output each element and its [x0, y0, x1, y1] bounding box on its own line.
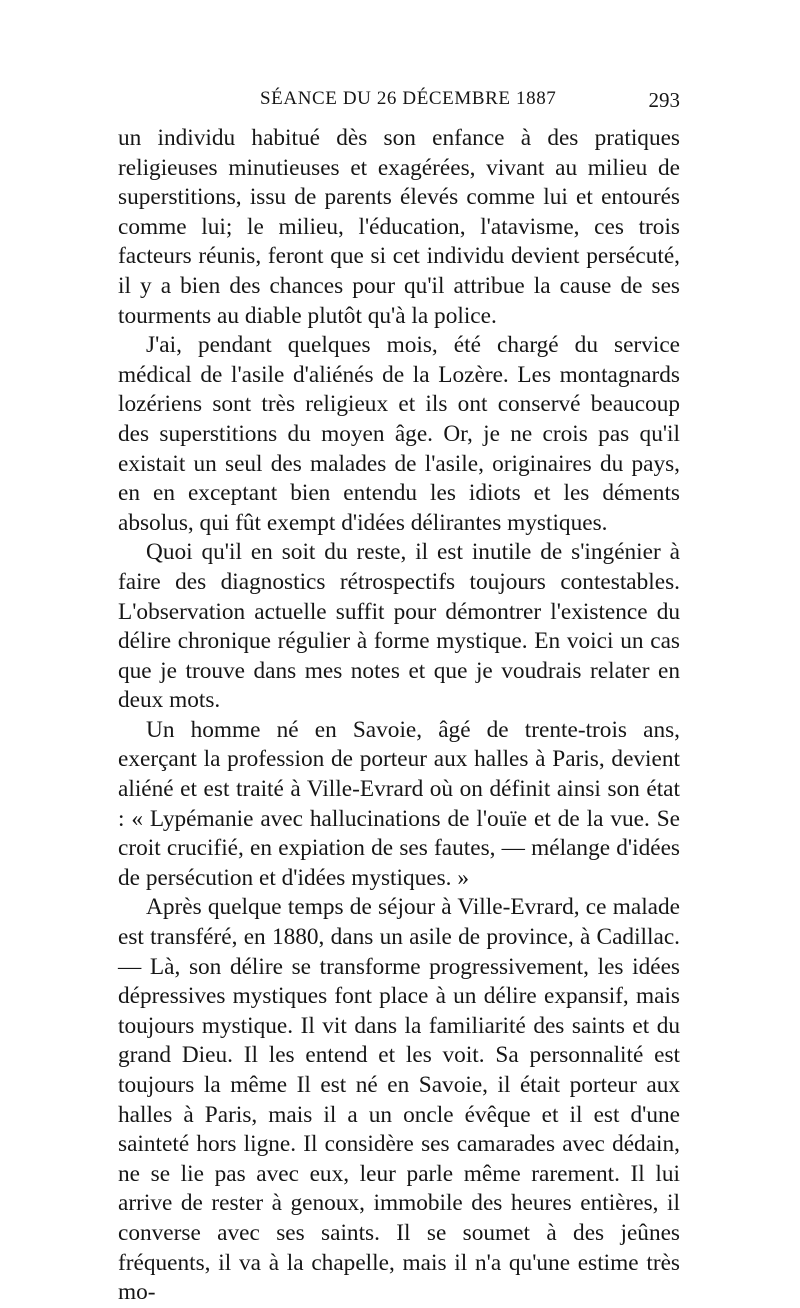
- paragraph: J'ai, pendant quelques mois, été chargé du service médical de l'asile d'aliénés de la Lozère. Les montagnards lozériens sont très religieux et ils ont conservé beaucoup des superstitions du moyen âge. Or, je ne crois pas qu'il existait un seul des malades de l'asile, originaires du pays, en en exceptant bien entendu les idiots et les déments absolus, qui fût exempt d'idées délirantes mystiques.: [118, 332, 680, 536]
- body-text: [118, 124, 680, 1308]
- paragraph: Après quelque temps de séjour à Ville-Evrard, ce malade est transféré, en 1880, dans un asile de province, à Cadillac. — Là, son délire se transforme progressivement, les idées dépressives mystiques font place à un délire expansif, mais toujours mystique. Il vit dans la familiarité des saints et du grand Dieu. Il les entend et les voit. Sa personnalité est toujours la même Il est né en Savoie, il était porteur aux halles à Paris, mais il a un oncle évêque et il est d'une sainteté hors ligne. Il considère ses camarades avec dédain, ne se lie pas avec eux, leur parle même rarement. Il lui arrive de rester à genoux, immobile des heures entières, il converse avec ses saints. Il se soumet à des jeûnes fréquents, il va à la chapelle, mais il n'a qu'une estime très mo-: [118, 894, 680, 1306]
- running-title: SÉANCE DU 26 DÉCEMBRE 1887: [260, 88, 557, 109]
- page-number: 293: [648, 88, 680, 112]
- paragraph: Un homme né en Savoie, âgé de trente-trois ans, exerçant la profession de porteur aux halles à Paris, devient aliéné et est traité à Ville-Evrard où on définit ainsi son état : « Lypémanie avec hallucinations de l'ouïe et de la vue. Se croit crucifié, en expiation de ses fautes, — mélange d'idées de persécution et d'idées mystiques. »: [118, 716, 680, 891]
- running-header: [118, 88, 680, 118]
- paragraph: un individu habitué dès son enfance à des pratiques religieuses minutieuses et exagérées, vivant au milieu de superstitions, issu de parents élevés comme lui et entourés comme lui; le milieu, l'éducation, l'atavisme, ces trois facteurs réunis, feront que si cet individu devient persécuté, il y a bien des chances pour qu'il attribue la cause de ses tourments au diable plutôt qu'à la police.: [118, 125, 680, 329]
- paragraph: Quoi qu'il en soit du reste, il est inutile de s'ingénier à faire des diagnostics rétrospectifs toujours contestables. L'observation actuelle suffit pour démontrer l'existence du délire chronique régulier à forme mystique. En voici un cas que je trouve dans mes notes et que je voudrais relater en deux mots.: [118, 539, 680, 714]
